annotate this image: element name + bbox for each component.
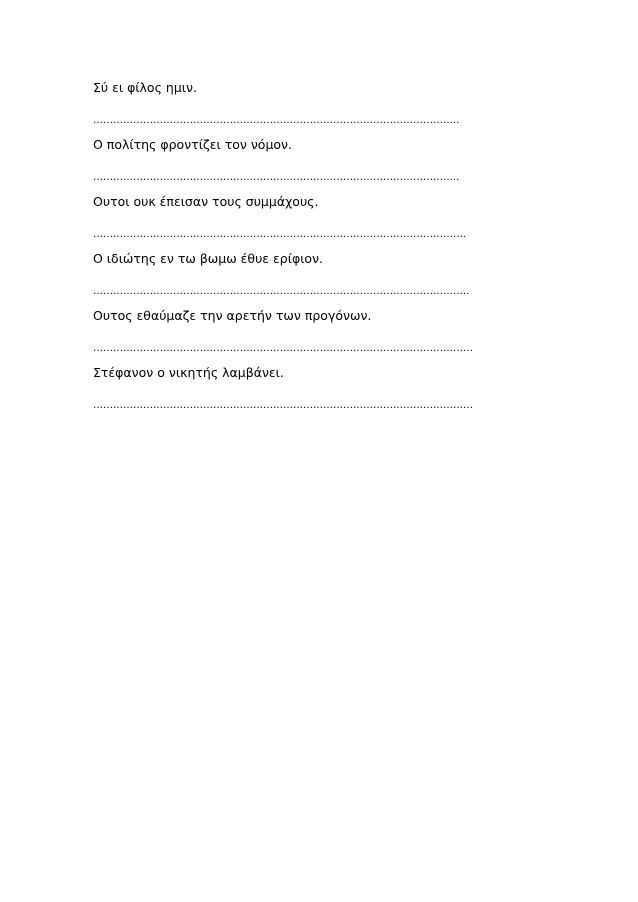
sentence-1: Σύ ει φίλος ημιν. bbox=[93, 80, 197, 95]
answer-line-4: ………………………………………………………………………………………………….. bbox=[93, 286, 470, 297]
sentence-6: Στέφανον ο νικητής λαμβάνει. bbox=[93, 365, 284, 380]
sentence-3: Ουτοι ουκ έπεισαν τους συμμάχους. bbox=[93, 194, 319, 209]
sentence-5: Ουτος εθαύμαζε την αρετήν των προγόνων. bbox=[93, 308, 372, 323]
answer-line-6: …………………………………………………………………………………………………… bbox=[93, 400, 473, 411]
sentence-4: Ο ιδιώτης εν τω βωμω έθυε ερίφιον. bbox=[93, 251, 324, 266]
answer-line-5: …………………………………………………………………………………………………… bbox=[93, 343, 473, 354]
answer-line-2: ……………………………………………………………………………………………….. bbox=[93, 172, 460, 183]
answer-line-3: …………………………………………………………………………………………………. bbox=[93, 229, 467, 240]
sentence-2: Ο πολίτης φροντίζει τον νόμον. bbox=[93, 137, 293, 152]
answer-line-1: ……………………………………………………………………………………………….. bbox=[93, 115, 460, 126]
